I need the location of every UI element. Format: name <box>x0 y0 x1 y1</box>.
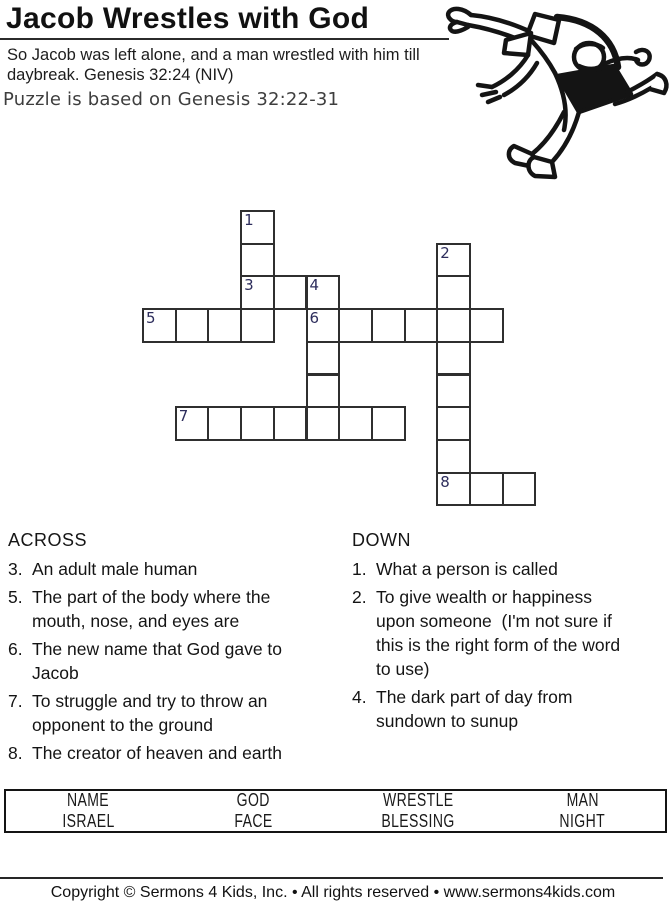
crossword-cell-6[interactable] <box>306 308 341 343</box>
clue-line: The new name that God gave to <box>32 639 283 659</box>
clue-text <box>32 637 348 685</box>
crossword-cell[interactable] <box>436 341 471 376</box>
word-bank-word <box>500 811 665 832</box>
clue-line: The creator of heaven and earth <box>32 743 283 763</box>
cell-number: 7 <box>178 407 189 426</box>
crossword-cell[interactable] <box>436 275 471 310</box>
crossword-cell[interactable] <box>404 308 439 343</box>
clue-line: What a person is called <box>376 559 558 579</box>
cell-number: 6 <box>309 309 320 328</box>
clue-number: 7. <box>8 691 23 711</box>
clue-text <box>376 557 670 581</box>
crossword-cell-7[interactable] <box>175 406 210 441</box>
cell-number: 3 <box>244 276 254 295</box>
word-bank-word-label: ISRAEL <box>62 811 115 831</box>
across-clue-6 <box>8 637 348 685</box>
crossword-cell[interactable] <box>273 406 308 441</box>
word-bank-word-label: NIGHT <box>559 811 606 831</box>
word-bank-word <box>171 811 336 832</box>
word-bank-word-label: BLESSING <box>381 811 455 831</box>
crossword-cell[interactable] <box>469 308 504 343</box>
clue-line: The dark part of day from <box>376 687 573 707</box>
clue-line: to use) <box>376 659 430 679</box>
clue-line: this is the right form of the word <box>376 635 621 655</box>
crossword-cell[interactable] <box>436 308 471 343</box>
crossword-cell-1[interactable] <box>240 210 275 245</box>
down-clue-1 <box>352 557 670 581</box>
crossword-cell[interactable] <box>502 472 537 507</box>
clue-line: sundown to sunup <box>376 711 519 731</box>
clue-line: Jacob <box>32 663 79 683</box>
crossword-cell[interactable] <box>436 374 471 409</box>
crossword-cell[interactable] <box>371 308 406 343</box>
crossword-cell[interactable] <box>175 308 210 343</box>
crossword-cell[interactable] <box>273 275 308 310</box>
cell-number: 1 <box>244 211 254 229</box>
crossword-cell[interactable] <box>306 374 341 409</box>
down-header: DOWN <box>352 530 411 550</box>
crossword-cell[interactable] <box>240 308 275 343</box>
clue-text <box>32 585 348 633</box>
crossword-cell-5[interactable] <box>142 308 177 343</box>
word-bank-word <box>6 811 171 832</box>
word-bank <box>4 789 667 833</box>
word-bank-word <box>6 790 171 811</box>
cell-number: 2 <box>440 243 450 262</box>
scripture-verse <box>7 45 420 85</box>
down-clue-list <box>352 557 670 737</box>
clue-number: 1. <box>352 559 367 579</box>
word-bank-word-label: GOD <box>236 790 270 810</box>
scripture-line: So Jacob was left alone, and a man wrestled with him till <box>7 46 420 64</box>
across-clue-list <box>8 557 348 769</box>
clue-number: 5. <box>8 587 23 607</box>
crossword-cell[interactable] <box>371 406 406 441</box>
clue-text <box>32 741 348 765</box>
clue-number: 2. <box>352 587 367 607</box>
crossword-cell[interactable] <box>240 406 275 441</box>
footer-divider <box>0 877 663 879</box>
clue-line: The part of the body where the <box>32 587 271 607</box>
footer-copyright: Copyright © Sermons 4 Kids, Inc. • All rights reserved • www.sermons4kids.com <box>50 884 616 901</box>
word-bank-word-label: MAN <box>566 790 599 810</box>
crossword-cell[interactable] <box>240 243 275 278</box>
word-bank-row <box>6 811 665 832</box>
clue-line: To give wealth or happiness <box>376 587 592 607</box>
crossword-cell-2[interactable] <box>436 243 471 278</box>
scripture-line: daybreak. Genesis 32:24 (NIV) <box>7 66 234 84</box>
word-bank-word-label: FACE <box>234 811 273 831</box>
clue-text <box>32 557 348 581</box>
clue-number: 6. <box>8 639 23 659</box>
across-clue-3 <box>8 557 348 581</box>
crossword-cell[interactable] <box>338 308 373 343</box>
crossword-cell-3[interactable] <box>240 275 275 310</box>
clue-number: 8. <box>8 743 23 763</box>
across-header: ACROSS <box>8 530 88 550</box>
clue-line: upon someone (I'm not sure if <box>376 611 612 631</box>
clue-line: To struggle and try to throw an <box>32 691 268 711</box>
across-clue-7 <box>8 689 348 737</box>
crossword-cell[interactable] <box>469 472 504 507</box>
clue-line: opponent to the ground <box>32 715 213 735</box>
crossword-cell[interactable] <box>436 439 471 474</box>
clue-line: mouth, nose, and eyes are <box>32 611 240 631</box>
clue-text <box>376 585 670 681</box>
clue-text <box>376 685 670 733</box>
word-bank-word <box>171 790 336 811</box>
crossword-cell[interactable] <box>207 308 242 343</box>
page-title: Jacob Wrestles with God <box>6 2 370 35</box>
crossword-cell-4[interactable] <box>306 275 341 310</box>
clue-number: 4. <box>352 687 367 707</box>
word-bank-word-label: WRESTLE <box>382 790 454 810</box>
word-bank-word-label: NAME <box>67 790 110 810</box>
word-bank-word <box>336 811 501 832</box>
crossword-cell[interactable] <box>207 406 242 441</box>
crossword-cell-8[interactable] <box>436 472 471 507</box>
crossword-cell[interactable] <box>436 406 471 441</box>
puzzle-basis-text: Puzzle is based on Genesis 32:22-31 <box>3 89 340 110</box>
crossword-cell[interactable] <box>306 406 341 441</box>
title-divider <box>0 38 449 40</box>
wrestling-illustration <box>437 0 671 182</box>
cell-number: 8 <box>440 472 450 491</box>
word-bank-row <box>6 790 665 811</box>
cell-number: 5 <box>146 309 156 328</box>
clue-text <box>32 689 348 737</box>
clue-line: An adult male human <box>32 559 198 579</box>
cell-number: 4 <box>309 276 320 295</box>
word-bank-word <box>500 790 665 811</box>
crossword-cell[interactable] <box>338 406 373 441</box>
crossword-cell[interactable] <box>306 341 341 376</box>
clue-number: 3. <box>8 559 23 579</box>
word-bank-word <box>336 790 501 811</box>
down-clue-4 <box>352 685 670 733</box>
across-clue-8 <box>8 741 348 765</box>
across-clue-5 <box>8 585 348 633</box>
down-clue-2 <box>352 585 670 681</box>
